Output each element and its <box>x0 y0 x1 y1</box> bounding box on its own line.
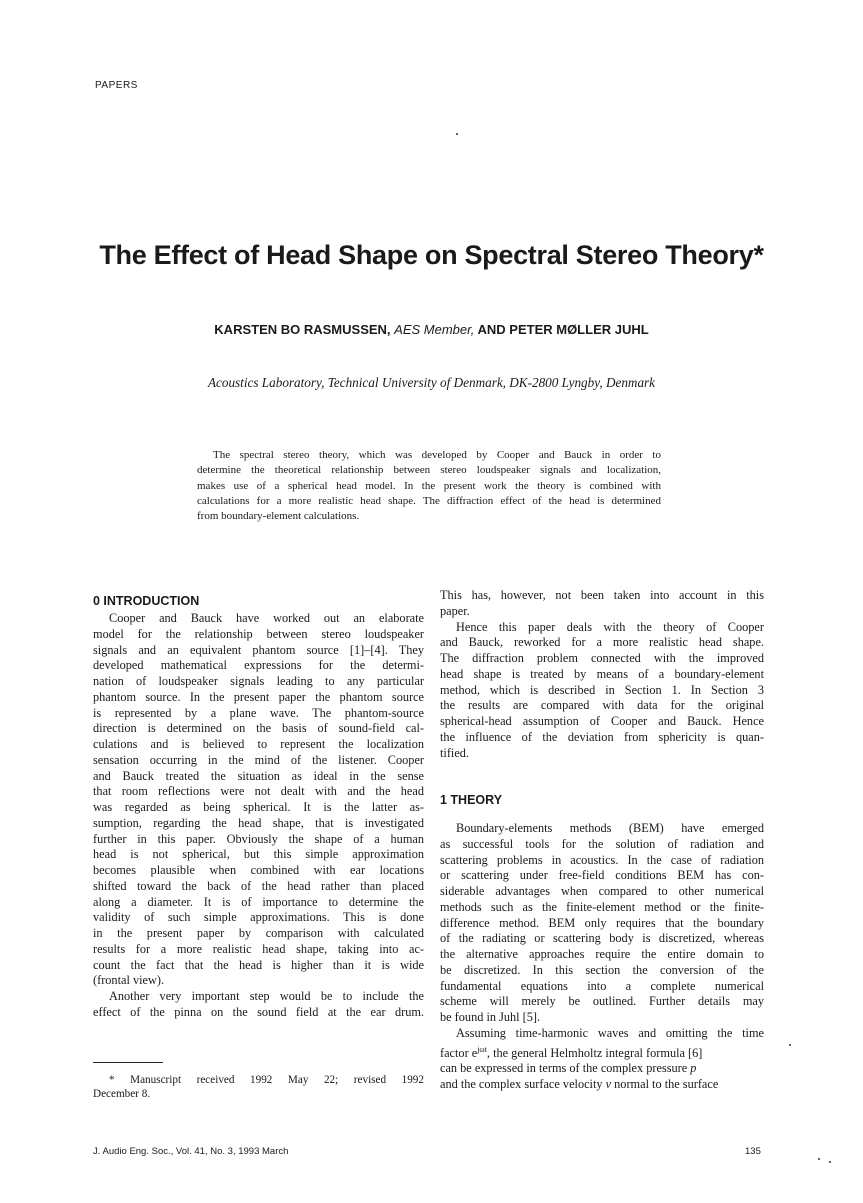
body-line: and Bauck treated the situation as ideal in the sense <box>93 768 424 783</box>
body-line <box>440 1042 764 1062</box>
body-line: becomes plausible when combined with ear locations <box>93 863 424 877</box>
body-line: and Bauck, reworked for a more realistic head shape. <box>440 635 764 650</box>
body-line: spherical-head assumption of Cooper and Bauck. Hence <box>440 714 764 728</box>
body-line: was regarded as being spherical. It is the latter as- <box>93 800 424 814</box>
body-line: is represented by a plane wave. The phantom-source <box>93 705 424 720</box>
scan-speck <box>789 1044 791 1046</box>
body-line: direction is determined on the basis of sound-field cal- <box>93 721 424 736</box>
body-line <box>440 1077 764 1093</box>
abstract-line: determine the theoretical relationship between stereo loudspeaker signals and localization, <box>197 464 661 477</box>
theory-heading: 1 THEORY <box>440 793 503 807</box>
author-membership: AES Member, <box>394 322 475 337</box>
abstract <box>197 448 661 524</box>
body-line: Assuming time-harmonic waves and omitting the time <box>456 1025 764 1040</box>
section-label: PAPERS <box>95 80 138 91</box>
page-number: 135 <box>745 1146 761 1157</box>
theory-body <box>440 821 764 1093</box>
body-line: sensation occurring in the mind of the listener. Cooper <box>93 752 424 767</box>
body-line: the influence of the deviation from sphericity is quan- <box>440 729 764 744</box>
introduction-body <box>93 611 424 1021</box>
body-line: Another very important step would be to include the <box>109 989 424 1003</box>
body-line: or scattering under free-field conditions BEM has con- <box>440 868 764 883</box>
scan-speck <box>456 133 458 135</box>
body-line: developed mathematical expressions for the determi- <box>93 658 424 673</box>
body-line <box>440 1061 764 1077</box>
body-line: This has, however, not been taken into account in this <box>440 588 764 602</box>
scan-speck <box>829 1161 831 1163</box>
body-line: (frontal view). <box>93 973 165 988</box>
footnote-line: December 8. <box>93 1088 151 1100</box>
journal-reference: J. Audio Eng. Soc., Vol. 41, No. 3, 1993 March <box>93 1146 289 1157</box>
body-line: scattering problems in acoustics. In the case of radiation <box>440 852 764 867</box>
variable-v: v <box>605 1077 612 1092</box>
body-line: difference method. BEM only requires that the boundary <box>440 915 764 930</box>
body-line: head is not spherical, but this simple approximation <box>93 847 424 862</box>
variable-p: p <box>690 1061 697 1076</box>
body-line: of the radiating or scattering body is discretized, whereas <box>440 931 764 946</box>
body-line: nation of loudspeaker signals leading to any particular <box>93 674 424 688</box>
abstract-line: from boundary-element calculations. <box>197 510 360 523</box>
body-line: methods such as the finite-element method or the finite- <box>440 899 764 914</box>
body-line: validity of such simple approximations. This is done <box>93 910 424 925</box>
body-line: tified. <box>440 745 470 760</box>
body-line: sumption, regarding the head shape, that is investigated <box>93 815 424 830</box>
body-line: that room reflections were not dealt with and the head <box>93 784 424 799</box>
author-first: KARSTEN BO RASMUSSEN, <box>214 322 391 337</box>
line-text: and the complex surface velocity <box>440 1077 606 1092</box>
author-second: AND PETER MØLLER JUHL <box>477 322 649 337</box>
body-line: phantom source. In the present paper the phantom source <box>93 689 424 704</box>
body-line: Cooper and Bauck have worked out an elaborate <box>109 611 424 625</box>
body-line: shifted toward the back of the head rather than placed <box>93 878 424 893</box>
body-line: along a diameter. It is of importance to determine the <box>93 894 424 909</box>
abstract-line: calculations for a more realistic head shape. The diffraction effect of the head is determined <box>197 494 661 507</box>
footnote <box>93 1073 424 1101</box>
body-line: scheme will merely be outlined. Further details may <box>440 994 764 1009</box>
body-line: paper. <box>440 603 470 618</box>
body-line: fundamental equations into a complete numerical <box>440 978 764 993</box>
body-line: head shape is treated by means of a boundary-element <box>440 666 764 681</box>
body-line: the results are compared with data for the original <box>440 698 764 713</box>
body-line: Boundary-elements methods (BEM) have emerged <box>456 821 764 835</box>
body-line: model for the relationship between stereo loudspeaker <box>93 626 424 641</box>
body-line: as successful tools for the solution of radiation and <box>440 836 764 851</box>
body-line: method, which is described in Section 1. In Section 3 <box>440 682 764 697</box>
author-line <box>0 322 863 337</box>
body-line: results for a more realistic head shape, taking into ac- <box>93 941 424 956</box>
body-line: Hence this paper deals with the theory of Cooper <box>456 619 764 634</box>
body-line: in the present paper by comparison with calculated <box>93 926 424 940</box>
body-line: be found in Juhl [5]. <box>440 1010 541 1024</box>
footnote-line: * Manuscript received 1992 May 22; revised 1992 <box>109 1074 424 1086</box>
abstract-line: makes use of a spherical head model. In the present work the theory is combined with <box>197 479 661 492</box>
factor-text: factor e <box>440 1045 478 1060</box>
abstract-line: The spectral stereo theory, which was developed by Cooper and Bauck in order to <box>213 449 661 461</box>
body-line: The diffraction problem connected with the improved <box>440 651 764 665</box>
body-line: further in this paper. Obviously the shape of a human <box>93 831 424 846</box>
line-text: normal to the surface <box>611 1077 719 1092</box>
affiliation: Acoustics Laboratory, Technical University of Denmark, DK-2800 Lyngby, Denmark <box>207 375 656 390</box>
body-line: be discretized. In this section the conversion of the <box>440 962 764 977</box>
factor-suffix: , the general Helmholtz integral formula [6] <box>486 1045 703 1060</box>
body-line: signals and an equivalent phantom source [1]–[4]. They <box>93 642 424 657</box>
body-line: the alternative approaches require the entire domain to <box>440 947 764 961</box>
body-line: culations and is believed to represent the localization <box>93 737 424 751</box>
introduction-heading: 0 INTRODUCTION <box>93 594 200 608</box>
body-line: count the fact that the head is higher than it is wide <box>93 957 424 972</box>
factor-exponent: jωt <box>477 1044 487 1054</box>
scan-speck <box>818 1158 820 1160</box>
body-line: effect of the pinna on the sound field at the ear drum. <box>93 1004 424 1019</box>
paper-title: The Effect of Head Shape on Spectral Stereo Theory* <box>99 240 764 270</box>
footnote-rule <box>93 1062 163 1063</box>
body-line: siderable advantages when compared to other numerical <box>440 884 764 898</box>
right-column-body <box>440 588 764 761</box>
line-text: can be expressed in terms of the complex pressure <box>440 1061 691 1076</box>
